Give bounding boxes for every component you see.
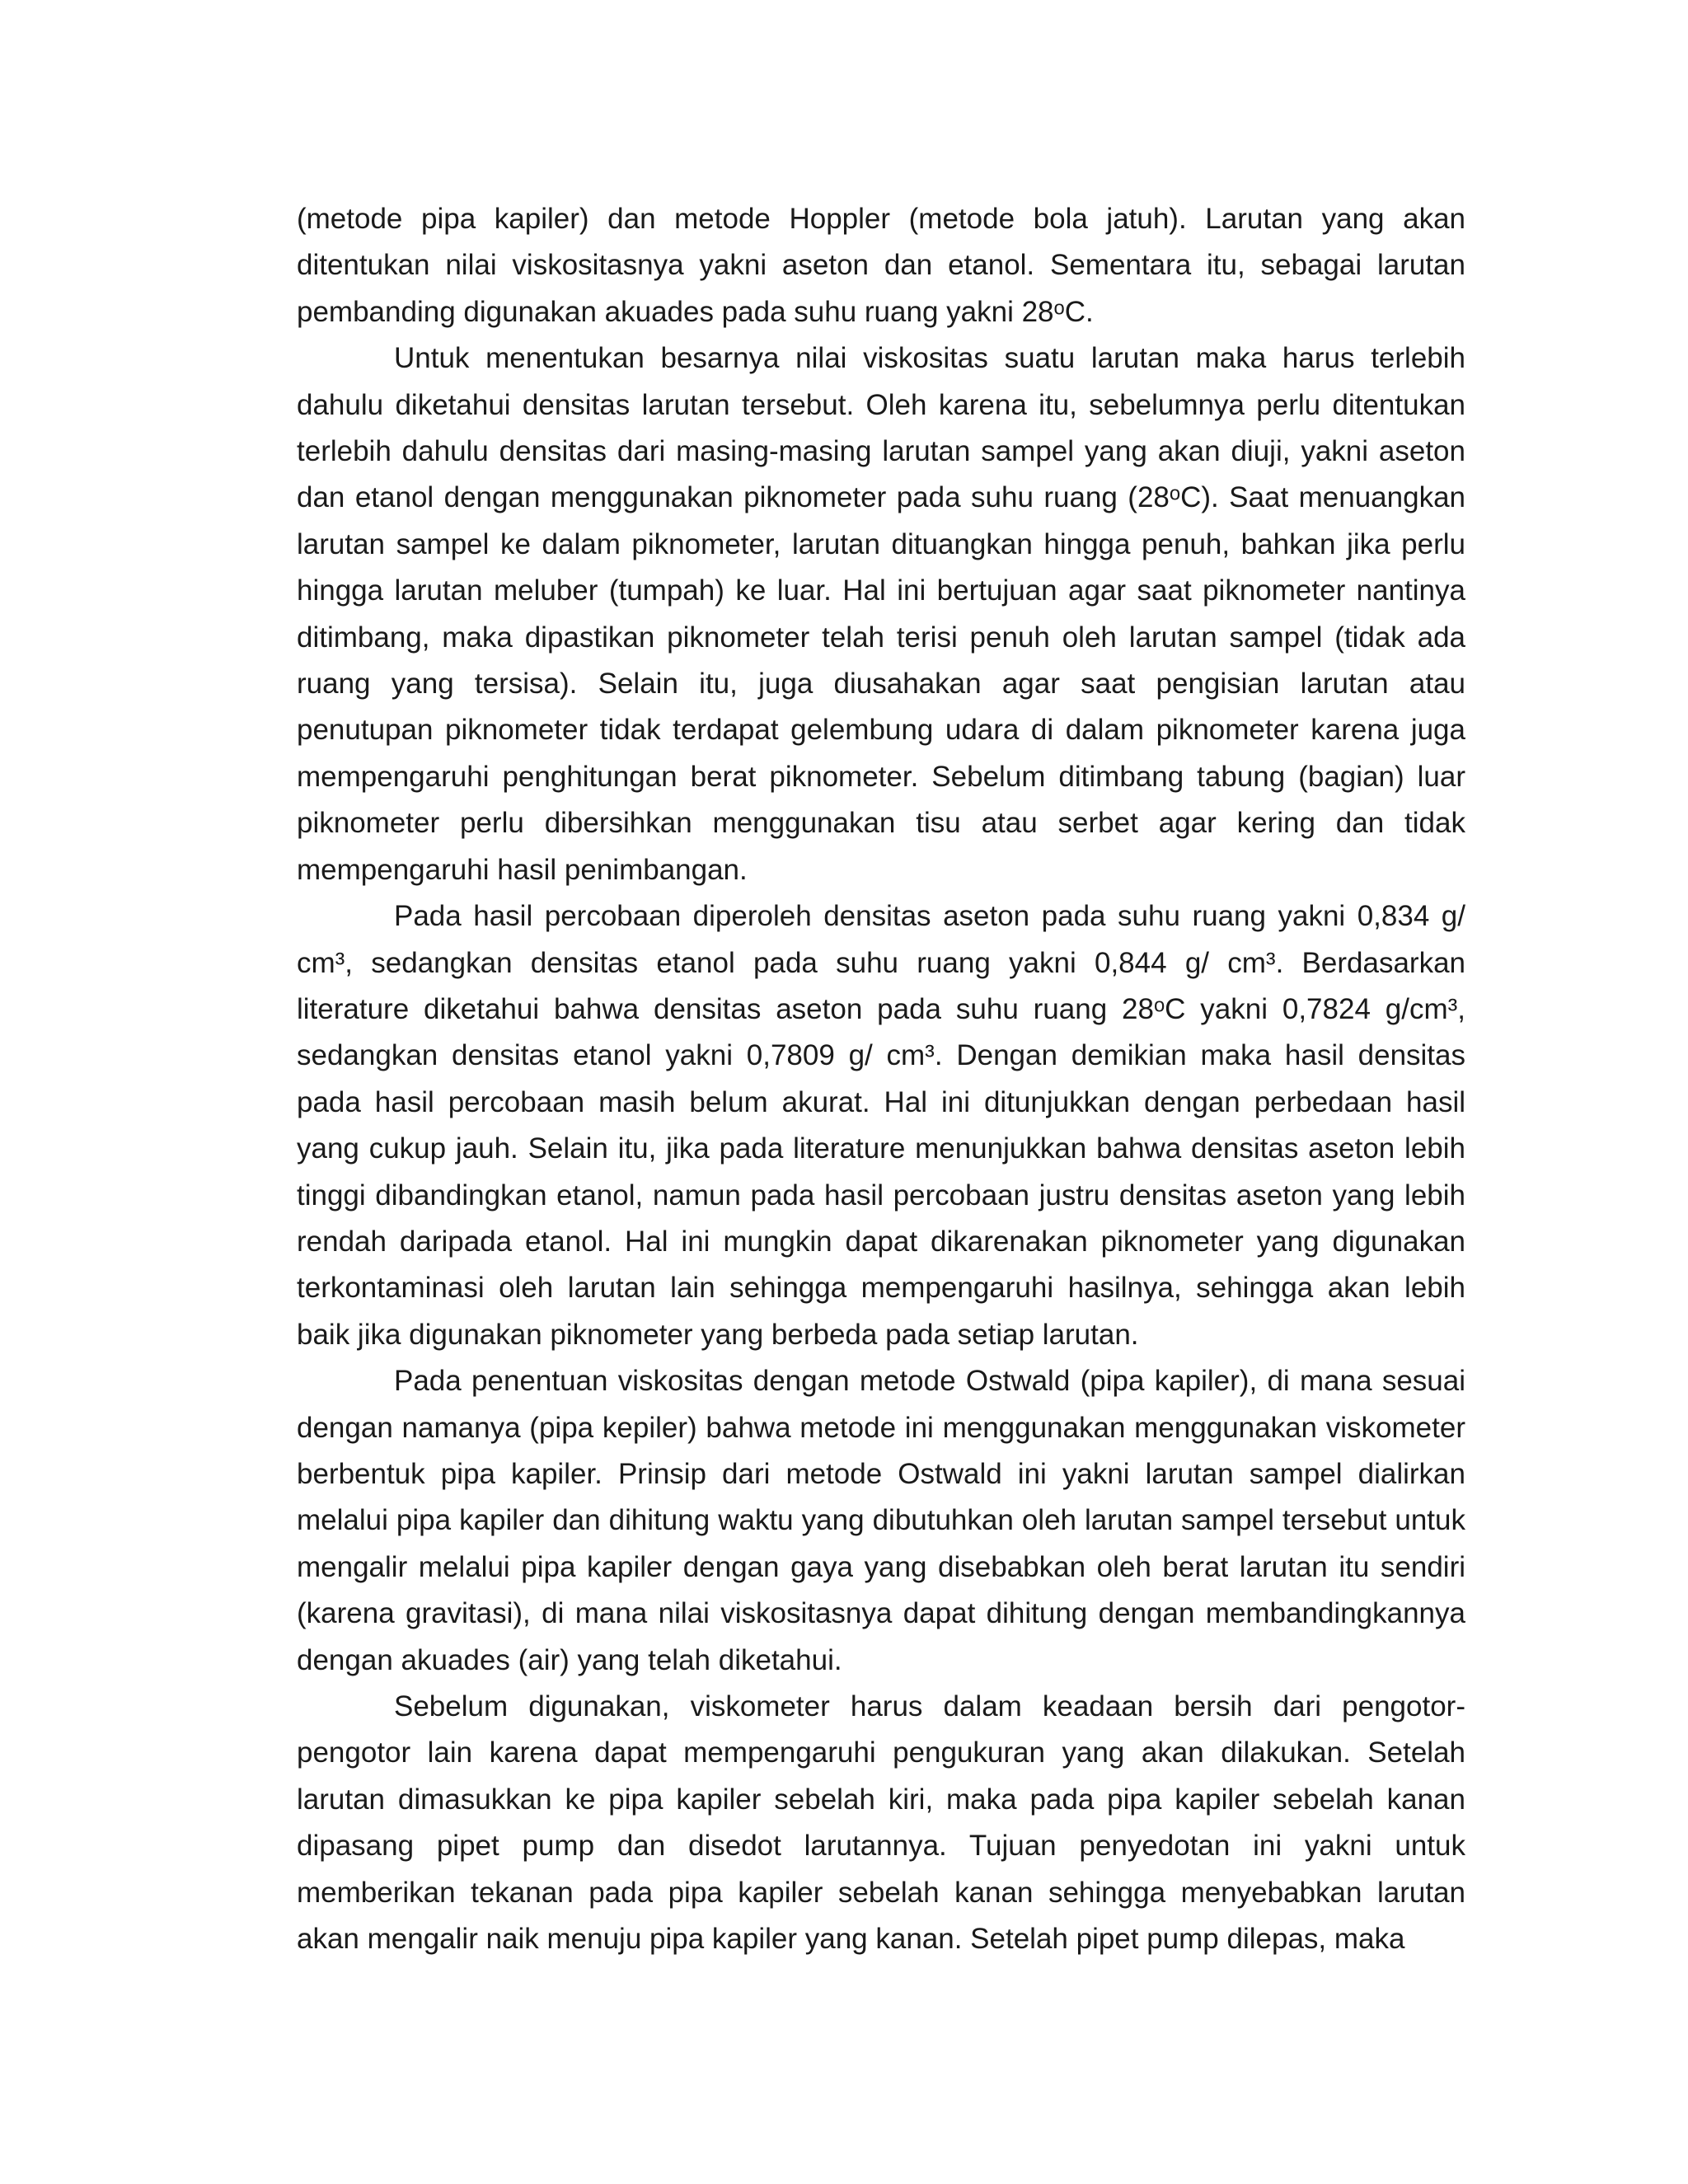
body-text (297, 196, 1465, 1962)
paragraph-continuation: (metode pipa kapiler) dan metode Hoppler (metode bola jatuh). Larutan yang akan ditentukan nilai viskositasnya yakni aseton dan etanol. Sementara itu, sebagai larutan pembanding digunakan akuades pada suhu ruang yakni 28ᵒC. (297, 203, 1465, 328)
paragraph-density-results: Pada hasil percobaan diperoleh densitas aseton pada suhu ruang yakni 0,834 g/ cm³, sedangkan densitas etanol pada suhu ruang yakni 0,844 g/ cm³. Berdasarkan literature diketahui bahwa densitas aseton pada suhu ruang 28ᵒC yakni 0,7824 g/cm³, sedangkan densitas etanol yakni 0,7809 g/ cm³. Dengan demikian maka hasil densitas pada hasil percobaan masih belum akurat. Hal ini ditunjukkan dengan perbedaan hasil yang cukup jauh. Selain itu, jika pada literature menunjukkan bahwa densitas aseton lebih tinggi dibandingkan etanol, namun pada hasil percobaan justru densitas aseton yang lebih rendah daripada etanol. Hal ini mungkin dapat dikarenakan piknometer yang digunakan terkontaminasi oleh larutan lain sehingga mempengaruhi hasilnya, sehingga akan lebih baik jika digunakan piknometer yang berbeda pada setiap larutan. (297, 900, 1465, 1351)
paragraph-viscometer-procedure: Sebelum digunakan, viskometer harus dalam keadaan bersih dari pengotor-pengotor lain karena dapat mempengaruhi pengukuran yang akan dilakukan. Setelah larutan dimasukkan ke pipa kapiler sebelah kiri, maka pada pipa kapiler sebelah kanan dipasang pipet pump dan disedot larutannya. Tujuan penyedotan ini yakni untuk memberikan tekanan pada pipa kapiler sebelah kanan sehingga menyebabkan larutan akan mengalir naik menuju pipa kapiler yang kanan. Setelah pipet pump dilepas, maka (297, 1690, 1465, 1956)
paragraph-density-method: Untuk menentukan besarnya nilai viskositas suatu larutan maka harus terlebih dahulu diketahui densitas larutan tersebut. Oleh karena itu, sebelumnya perlu ditentukan terlebih dahulu densitas dari masing-masing larutan sampel yang akan diuji, yakni aseton dan etanol dengan menggunakan piknometer pada suhu ruang (28ᵒC). Saat menuangkan larutan sampel ke dalam piknometer, larutan dituangkan hingga penuh, bahkan jika perlu hingga larutan meluber (tumpah) ke luar. Hal ini bertujuan agar saat piknometer nantinya ditimbang, maka dipastikan piknometer telah terisi penuh oleh larutan sampel (tidak ada ruang yang tersisa). Selain itu, juga diusahakan agar saat pengisian larutan atau penutupan piknometer tidak terdapat gelembung udara di dalam piknometer karena juga mempengaruhi penghitungan berat piknometer. Sebelum ditimbang tabung (bagian) luar piknometer perlu dibersihkan menggunakan tisu atau serbet agar kering dan tidak mempengaruhi hasil penimbangan. (297, 342, 1465, 886)
paragraph-ostwald-method: Pada penentuan viskositas dengan metode Ostwald (pipa kapiler), di mana sesuai dengan namanya (pipa kepiler) bahwa metode ini menggunakan menggunakan viskometer berbentuk pipa kapiler. Prinsip dari metode Ostwald ini yakni larutan sampel dialirkan melalui pipa kapiler dan dihitung waktu yang dibutuhkan oleh larutan sampel tersebut untuk mengalir melalui pipa kapiler dengan gaya yang disebabkan oleh berat larutan itu sendiri (karena gravitasi), di mana nilai viskositasnya dapat dihitung dengan membandingkannya dengan akuades (air) yang telah diketahui. (297, 1365, 1465, 1676)
